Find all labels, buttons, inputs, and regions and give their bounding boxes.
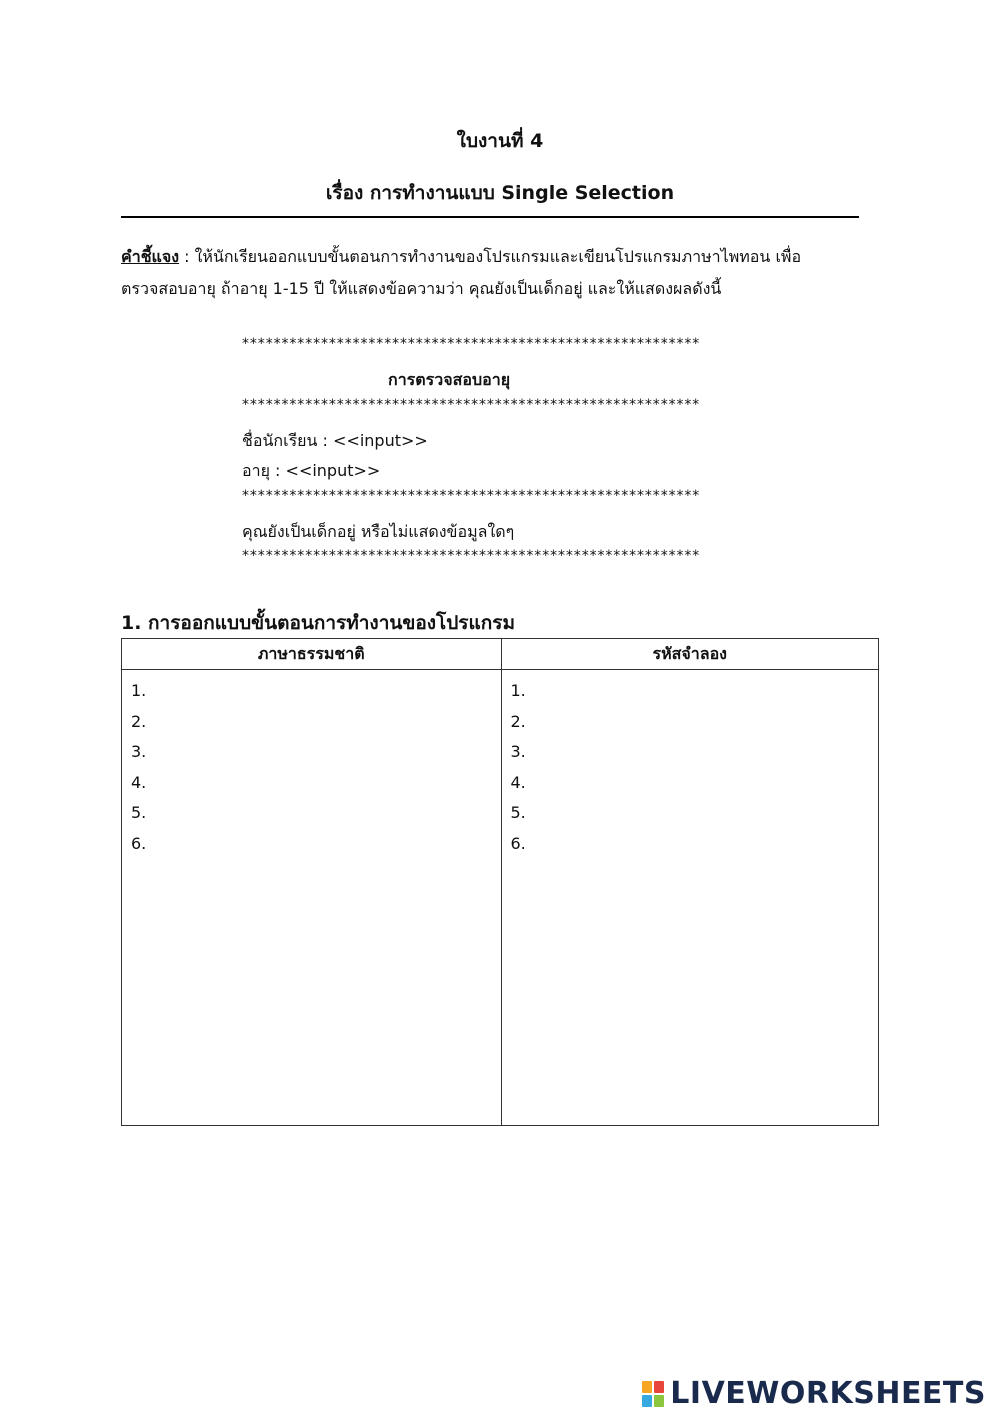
- liveworksheets-logo-icon: [642, 1381, 664, 1407]
- stars-divider-1: **********************************************************: [242, 336, 701, 352]
- natural-step-5: 5.: [131, 803, 147, 822]
- instructions-line-1: [121, 241, 891, 273]
- natural-step-4: 4.: [131, 772, 147, 792]
- instructions: [121, 241, 891, 305]
- liveworksheets-logo[interactable]: [642, 1376, 986, 1411]
- natural-step-2: 2.: [131, 711, 147, 731]
- natural-language-cell[interactable]: [122, 670, 502, 1126]
- column-header-natural-language: ภาษาธรรมชาติ: [122, 639, 502, 670]
- sample-heading: การตรวจสอบอายุ: [388, 370, 511, 389]
- instructions-text-1: : ให้นักเรียนออกแบบขั้นตอนการทำงานของโปรแกรมและเขียนโปรแกรมภาษาไพทอน เพื่อ: [179, 247, 802, 266]
- sample-result-line: คุณยังเป็นเด็กอยู่ หรือไม่แสดงข้อมูลใดๆ: [242, 522, 515, 541]
- title-divider: [121, 216, 859, 218]
- logo-square-4: [654, 1395, 664, 1407]
- logo-square-2: [654, 1381, 664, 1393]
- pseudo-step-4: 4.: [510, 772, 526, 792]
- stars-divider-2: **********************************************************: [242, 397, 701, 413]
- worksheet-subtitle: เรื่อง การทำงานแบบ Single Selection: [325, 182, 675, 204]
- pseudo-step-6: 6.: [510, 833, 526, 853]
- instructions-text-2: ตรวจสอบอายุ ถ้าอายุ 1-15 ปี ให้แสดงข้อความว่า คุณยังเป็นเด็กอยู่ และให้แสดงผลดังนี้: [121, 279, 722, 298]
- sample-age-line: อายุ : <<input>>: [242, 461, 381, 480]
- pseudocode-cell[interactable]: [501, 670, 879, 1126]
- instructions-label: คำชี้แจง: [121, 247, 180, 266]
- natural-step-3: 3.: [131, 742, 147, 761]
- pseudo-step-5: 5.: [510, 803, 526, 822]
- stars-divider-4: **********************************************************: [242, 548, 701, 564]
- pseudo-step-2: 2.: [510, 711, 526, 731]
- natural-step-1: 1.: [131, 681, 147, 700]
- liveworksheets-logo-text: LIVEWORKSHEETS: [670, 1376, 986, 1411]
- pseudo-step-1: 1.: [510, 681, 526, 700]
- sample-name-line: ชื่อนักเรียน : <<input>>: [242, 431, 428, 450]
- column-header-pseudocode: รหัสจำลอง: [501, 639, 879, 670]
- logo-square-3: [642, 1395, 652, 1407]
- stars-divider-3: **********************************************************: [242, 488, 701, 504]
- section-1-title: 1. การออกแบบขั้นตอนการทำงานของโปรแกรม: [121, 612, 515, 634]
- logo-square-1: [642, 1381, 652, 1393]
- natural-step-6: 6.: [131, 833, 147, 853]
- pseudo-step-3: 3.: [510, 742, 526, 761]
- worksheet-title: ใบงานที่ 4: [456, 130, 544, 152]
- design-table: [121, 638, 879, 1126]
